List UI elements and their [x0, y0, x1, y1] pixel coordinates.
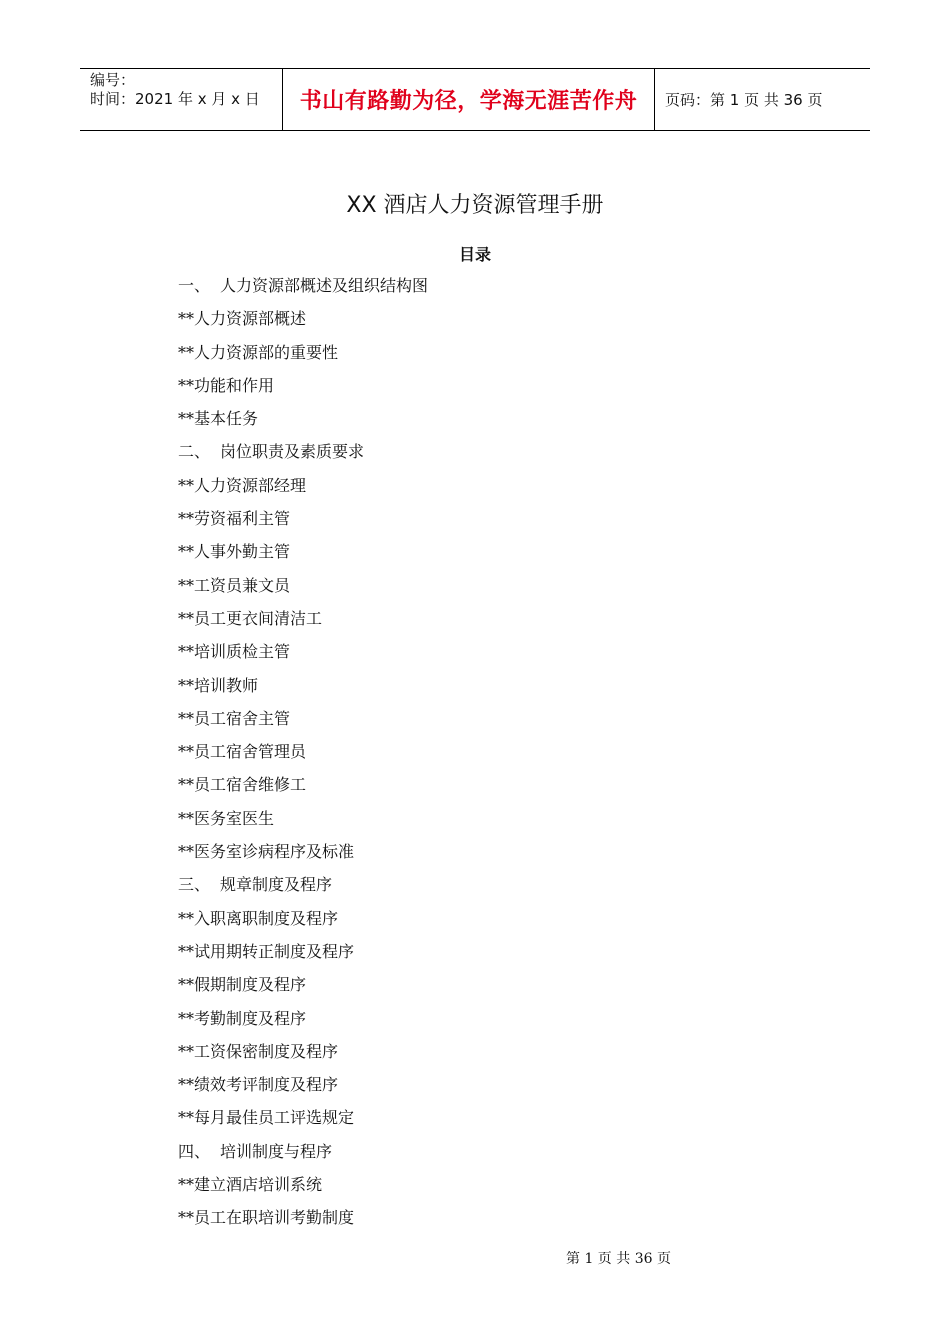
toc-section-number: 一、: [178, 276, 211, 295]
toc-item: [178, 774, 428, 807]
toc-item: [178, 741, 428, 774]
toc-item-label: 人力资源部概述及组织结构图: [220, 276, 429, 295]
toc-item: [178, 508, 428, 541]
toc-item: [178, 675, 428, 708]
header-motto-cell: [282, 69, 655, 130]
toc-item: [178, 1107, 428, 1140]
toc-item-label: **员工更衣间清洁工: [178, 608, 323, 628]
toc-item-label: **人力资源部概述: [178, 309, 307, 329]
toc-item-label: **培训质检主管: [178, 642, 291, 662]
header-meta: [80, 69, 282, 130]
toc-item: [178, 1008, 428, 1041]
toc-item-label: **人力资源部经理: [178, 475, 307, 495]
toc-item-label: **医务室医生: [178, 808, 275, 828]
toc-item: [178, 608, 428, 641]
toc-item: [178, 1041, 428, 1074]
toc-item-label: **工资员兼文员: [178, 575, 291, 595]
toc-item: [178, 1207, 428, 1240]
toc-item-label: **人力资源部的重要性: [178, 342, 339, 362]
toc-item-label: **人事外勤主管: [178, 542, 291, 562]
toc-section: [178, 874, 428, 907]
toc-item: [178, 908, 428, 941]
toc-item-label: **员工在职培训考勤制度: [178, 1208, 355, 1228]
toc-section-number: 四、: [178, 1141, 211, 1161]
toc-item-label: **功能和作用: [178, 375, 275, 395]
toc-item-label: **医务室诊病程序及标准: [178, 842, 355, 862]
toc-item: [178, 974, 428, 1007]
time-label: 时间：2021 年 x 月 x 日: [90, 90, 260, 108]
toc-item-label: **建立酒店培训系统: [178, 1175, 323, 1195]
toc-item: [178, 1174, 428, 1207]
toc-item-label: **入职离职制度及程序: [178, 908, 339, 928]
toc-item: [178, 1074, 428, 1107]
toc-item-label: **员工宿舍维修工: [178, 775, 307, 795]
motto: 书山有路勤为径，学海无涯苦作舟: [299, 89, 638, 114]
toc-item: [178, 342, 428, 375]
toc-item-label: 规章制度及程序: [220, 875, 333, 895]
toc-item-label: **工资保密制度及程序: [178, 1041, 339, 1061]
toc-heading: 目录: [458, 245, 491, 264]
number-label: 编号：: [90, 71, 136, 89]
toc-item: [178, 375, 428, 408]
toc-item-label: 培训制度与程序: [220, 1141, 333, 1161]
toc-item-label: 岗位职责及素质要求: [220, 442, 365, 462]
toc-section-number: 三、: [178, 875, 211, 895]
header-page-info: 页码：第 1 页 共 36 页: [665, 91, 823, 109]
toc-item-label: **培训教师: [178, 675, 259, 695]
toc-item-label: **绩效考评制度及程序: [178, 1075, 339, 1095]
toc-item-label: **考勤制度及程序: [178, 1008, 307, 1028]
table-of-contents: [178, 275, 428, 1241]
toc-item-label: **员工宿舍主管: [178, 708, 291, 728]
toc-item: [178, 408, 428, 441]
toc-item-label: **假期制度及程序: [178, 975, 307, 995]
document-title: XX 酒店人力资源管理手册: [346, 193, 604, 218]
toc-section: [178, 275, 428, 308]
toc-item: [178, 708, 428, 741]
toc-item: [178, 641, 428, 674]
toc-item: [178, 941, 428, 974]
toc-item-label: **基本任务: [178, 409, 259, 429]
toc-item: [178, 841, 428, 874]
toc-section: [178, 1141, 428, 1174]
toc-item: [178, 808, 428, 841]
toc-item: [178, 541, 428, 574]
toc-item-label: **员工宿舍管理员: [178, 742, 307, 762]
page-header: [80, 68, 870, 131]
toc-item-label: **劳资福利主管: [178, 509, 291, 529]
toc-section: [178, 441, 428, 474]
toc-item-label: **每月最佳员工评选规定: [178, 1108, 355, 1128]
toc-item: [178, 475, 428, 508]
toc-item-label: **试用期转正制度及程序: [178, 941, 355, 961]
toc-item: [178, 308, 428, 341]
page-footer: 第 1 页 共 36 页: [566, 1251, 671, 1267]
toc-item: [178, 575, 428, 608]
toc-section-number: 二、: [178, 442, 211, 462]
